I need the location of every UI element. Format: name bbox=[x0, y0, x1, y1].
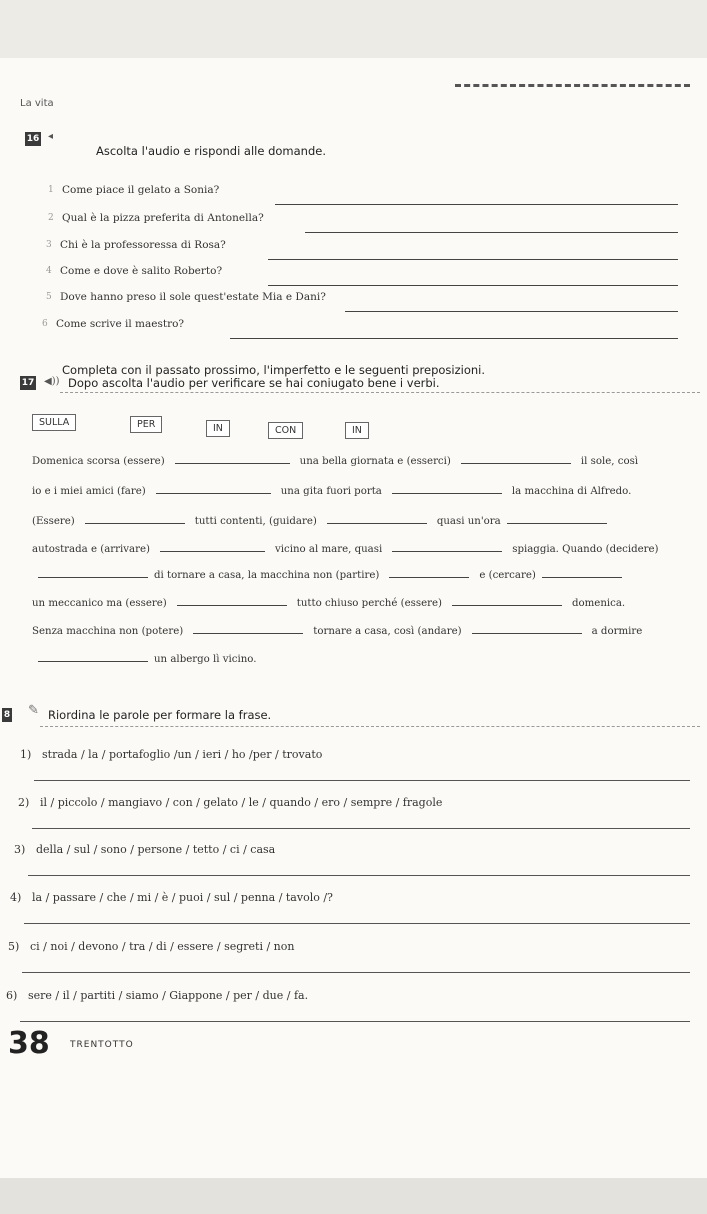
scrambled-sentence: sere / il / partiti / siamo / Giappone / per / due / fa. bbox=[28, 989, 309, 1002]
preposition-box: IN bbox=[345, 422, 369, 439]
blank-field[interactable] bbox=[38, 577, 148, 578]
scrambled-sentence: strada / la / portafoglio /un / ieri / ho /per / trovato bbox=[42, 748, 323, 761]
blank-field[interactable] bbox=[389, 577, 469, 578]
cloze-line bbox=[32, 626, 642, 637]
cloze-line bbox=[32, 570, 628, 581]
answer-line[interactable] bbox=[305, 232, 678, 233]
preposition-box: SULLA bbox=[32, 414, 76, 431]
blank-field[interactable] bbox=[392, 551, 502, 552]
workbook-page bbox=[0, 58, 707, 1178]
question-number: 5 bbox=[46, 292, 52, 302]
answer-line[interactable] bbox=[268, 285, 678, 286]
question-text: Chi è la professoressa di Rosa? bbox=[60, 239, 226, 251]
bottom-background bbox=[0, 1178, 707, 1214]
top-background bbox=[0, 0, 707, 58]
sentence-number: 6) bbox=[6, 989, 18, 1002]
cloze-fragment: la macchina di Alfredo. bbox=[511, 486, 632, 497]
blank-field[interactable] bbox=[175, 463, 290, 464]
cloze-line bbox=[32, 516, 613, 527]
cloze-fragment: tornare a casa, così (andare) bbox=[313, 626, 462, 637]
cloze-fragment: un meccanico ma (essere) bbox=[32, 598, 167, 609]
cloze-fragment: e (cercare) bbox=[479, 570, 536, 581]
question-number: 4 bbox=[46, 266, 52, 276]
scrambled-sentence: il / piccolo / mangiavo / con / gelato / le / quando / ero / sempre / fragole bbox=[40, 796, 443, 809]
cloze-fragment: quasi un'ora bbox=[436, 516, 501, 527]
cloze-fragment: io e i miei amici (fare) bbox=[32, 486, 146, 497]
answer-line[interactable] bbox=[275, 204, 678, 205]
cloze-line bbox=[32, 598, 625, 609]
cloze-fragment: autostrada e (arrivare) bbox=[32, 544, 150, 555]
answer-line[interactable] bbox=[230, 338, 678, 339]
question-text: Come piace il gelato a Sonia? bbox=[62, 184, 220, 196]
blank-field[interactable] bbox=[472, 633, 582, 634]
cloze-fragment: un albergo lì vicino. bbox=[154, 654, 257, 665]
preposition-box: IN bbox=[206, 420, 230, 437]
question-text: Come e dove è salito Roberto? bbox=[60, 265, 223, 277]
answer-line[interactable] bbox=[20, 1021, 690, 1022]
blank-field[interactable] bbox=[177, 605, 287, 606]
blank-field[interactable] bbox=[38, 661, 148, 662]
sentence-number: 2) bbox=[18, 796, 30, 809]
blank-field[interactable] bbox=[85, 523, 185, 524]
cloze-fragment: Senza macchina non (potere) bbox=[32, 626, 184, 637]
blank-field[interactable] bbox=[193, 633, 303, 634]
section-label: La vita bbox=[20, 98, 54, 109]
question-number: 2 bbox=[48, 213, 54, 223]
blank-field[interactable] bbox=[542, 577, 622, 578]
exercise-number: 16 bbox=[26, 134, 40, 144]
scrambled-sentence: ci / noi / devono / tra / di / essere / segreti / non bbox=[30, 940, 295, 953]
scrambled-sentence: della / sul / sono / persone / tetto / ci / casa bbox=[36, 843, 276, 856]
exercise-title: Ascolta l'audio e rispondi alle domande. bbox=[96, 144, 326, 158]
divider bbox=[60, 392, 700, 393]
header-decoration bbox=[455, 84, 690, 93]
blank-field[interactable] bbox=[452, 605, 562, 606]
cloze-fragment: tutto chiuso perché (essere) bbox=[296, 598, 442, 609]
answer-line[interactable] bbox=[268, 259, 678, 260]
question-number: 6 bbox=[42, 319, 48, 329]
sentence-number: 4) bbox=[10, 891, 22, 904]
answer-line[interactable] bbox=[345, 311, 678, 312]
blank-field[interactable] bbox=[156, 493, 271, 494]
question-number: 3 bbox=[46, 240, 52, 250]
question-text: Qual è la pizza preferita di Antonella? bbox=[62, 212, 264, 224]
cloze-fragment: tutti contenti, (guidare) bbox=[194, 516, 317, 527]
cloze-fragment: domenica. bbox=[571, 598, 626, 609]
cloze-fragment: una gita fuori porta bbox=[280, 486, 382, 497]
blank-field[interactable] bbox=[461, 463, 571, 464]
preposition-box: PER bbox=[130, 416, 162, 433]
cloze-line bbox=[32, 456, 638, 467]
scrambled-sentence: la / passare / che / mi / è / puoi / sul / penna / tavolo /? bbox=[32, 891, 333, 904]
cloze-line bbox=[32, 486, 631, 497]
blank-field[interactable] bbox=[507, 523, 607, 524]
blank-field[interactable] bbox=[327, 523, 427, 524]
cloze-fragment: spiaggia. Quando (decidere) bbox=[512, 544, 659, 555]
preposition-box: CON bbox=[268, 422, 303, 439]
question-number: 1 bbox=[48, 185, 54, 195]
answer-line[interactable] bbox=[22, 972, 690, 973]
divider bbox=[40, 726, 700, 727]
page-number: 38 bbox=[8, 1026, 50, 1061]
question-text: Dove hanno preso il sole quest'estate Mia e Dani? bbox=[60, 291, 326, 303]
cloze-fragment: il sole, così bbox=[580, 456, 639, 467]
answer-line[interactable] bbox=[28, 875, 690, 876]
exercise-title-line1: Completa con il passato prossimo, l'imperfetto e le seguenti preposizioni. bbox=[62, 363, 486, 377]
audio-icon: ◂ bbox=[48, 131, 54, 142]
exercise-number: 17 bbox=[21, 378, 35, 388]
pencil-icon: ✎ bbox=[28, 703, 39, 718]
cloze-fragment: di tornare a casa, la macchina non (partire) bbox=[154, 570, 380, 581]
exercise-number: 8 bbox=[3, 710, 11, 720]
page-number-words: TRENTOTTO bbox=[70, 1040, 134, 1050]
cloze-line bbox=[32, 654, 257, 665]
cloze-fragment: una bella giornata e (esserci) bbox=[299, 456, 451, 467]
exercise-title: Riordina le parole per formare la frase. bbox=[48, 708, 272, 722]
cloze-fragment: a dormire bbox=[591, 626, 643, 637]
audio-icon: ◀)) bbox=[44, 376, 60, 387]
cloze-fragment: (Essere) bbox=[32, 516, 75, 527]
question-text: Come scrive il maestro? bbox=[56, 318, 185, 330]
exercise-title-line2: Dopo ascolta l'audio per verificare se hai coniugato bene i verbi. bbox=[68, 376, 440, 390]
sentence-number: 1) bbox=[20, 748, 32, 761]
sentence-number: 5) bbox=[8, 940, 20, 953]
answer-line[interactable] bbox=[24, 923, 690, 924]
sentence-number: 3) bbox=[14, 843, 26, 856]
blank-field[interactable] bbox=[160, 551, 265, 552]
cloze-fragment: vicino al mare, quasi bbox=[274, 544, 383, 555]
answer-line[interactable] bbox=[34, 780, 690, 781]
answer-line[interactable] bbox=[32, 828, 690, 829]
cloze-fragment: Domenica scorsa (essere) bbox=[32, 456, 165, 467]
blank-field[interactable] bbox=[392, 493, 502, 494]
cloze-line bbox=[32, 544, 659, 555]
